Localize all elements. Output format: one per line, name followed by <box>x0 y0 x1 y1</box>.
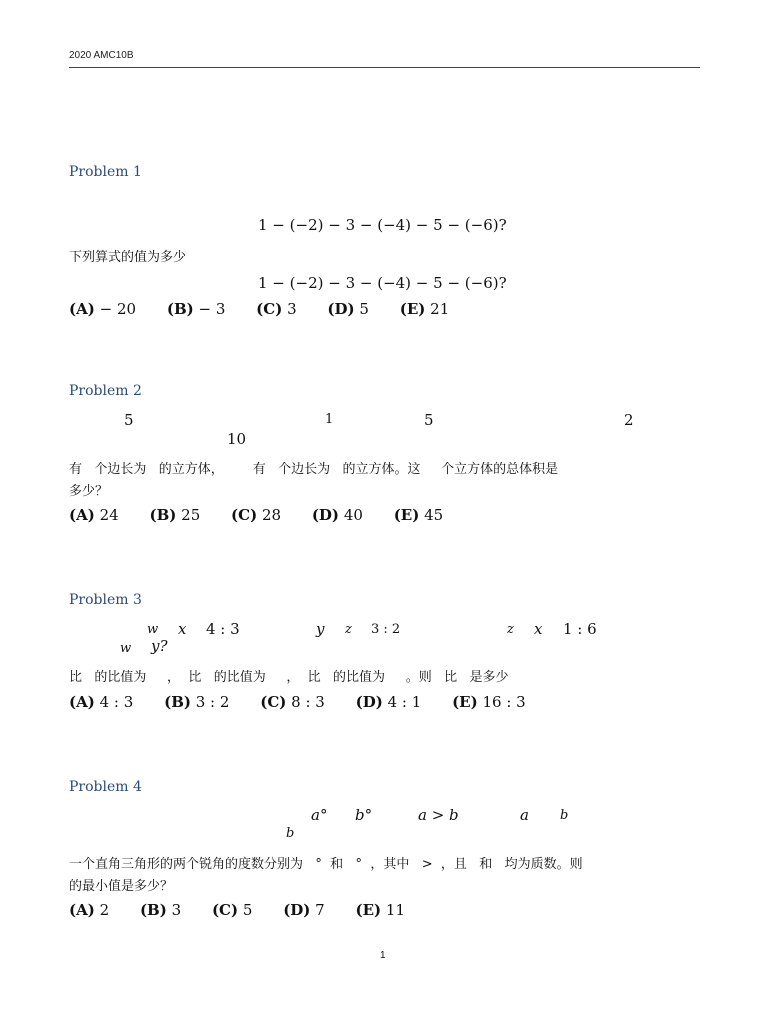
choice-d: (D) 4 : 1 <box>355 693 422 711</box>
choice-a: (A) 2 <box>69 901 110 919</box>
problem-2-text-cn-line2: 多少？ <box>69 484 109 499</box>
problem-4-float-b-deg: b° <box>355 806 373 824</box>
problem-4-text-cn-line1: 一个直角三角形的两个锐角的度数分别为 ° 和 ° ，其中 > ，且 和 均为质数。则 <box>69 857 583 872</box>
choice-b: (B) 25 <box>149 506 201 524</box>
document-header: 2020 AMC10B <box>69 50 134 61</box>
header-rule <box>69 67 700 68</box>
choice-d: (D) 7 <box>283 901 325 919</box>
problem-4-text-cn-line2: 的最小值是多少？ <box>69 879 174 894</box>
problem-3-float-3-2: 3 : 2 <box>371 622 401 637</box>
problem-1-title: Problem 1 <box>69 164 142 180</box>
choice-a: (A) 4 : 3 <box>69 693 134 711</box>
problem-3-float-1-6: 1 : 6 <box>563 620 597 638</box>
problem-4-choices <box>69 901 431 919</box>
choice-a: (A) − 20 <box>69 300 137 318</box>
problem-4-float-b2: b <box>286 826 295 841</box>
choice-e: (E) 11 <box>355 901 406 919</box>
choice-d: (D) 40 <box>311 506 363 524</box>
problem-3-text-cn: 比 的比值为 ， 比 的比值为 ， 比 的比值为 。则 比 是多少 <box>69 670 509 685</box>
choice-e: (E) 16 : 3 <box>452 693 526 711</box>
choice-b: (B) 3 <box>139 901 182 919</box>
choice-d: (D) 5 <box>327 300 369 318</box>
choice-b: (B) − 3 <box>166 300 226 318</box>
problem-3-float-w: w <box>147 622 159 637</box>
problem-2-float-1: 1 <box>325 412 334 427</box>
choice-a: (A) 24 <box>69 506 119 524</box>
problem-4-float-a-gt-b: a > b <box>418 806 459 824</box>
choice-c: (C) 3 <box>256 300 297 318</box>
problem-3-title: Problem 3 <box>69 592 142 608</box>
problem-1-choices <box>69 300 475 318</box>
problem-1-expression: 1 − (−2) − 3 − (−4) − 5 − (−6)? <box>258 216 507 234</box>
problem-3-float-z: z <box>345 622 352 637</box>
choice-e: (E) 45 <box>393 506 444 524</box>
problem-3-float-x: x <box>178 620 187 638</box>
choice-c: (C) 8 : 3 <box>260 693 325 711</box>
problem-3-float-w2: w <box>120 641 132 656</box>
problem-1-expression-cn: 1 − (−2) − 3 − (−4) − 5 − (−6)? <box>258 274 507 292</box>
problem-4-title: Problem 4 <box>69 779 142 795</box>
problem-2-float-10: 10 <box>227 430 247 448</box>
problem-3-float-y: y <box>316 620 325 638</box>
problem-2-text-cn-line1: 有 个边长为 的立方体， 有 个边长为 的立方体。这 个立方体的总体积是 <box>69 462 559 477</box>
problem-2-float-2: 2 <box>624 411 634 429</box>
choice-e: (E) 21 <box>399 300 450 318</box>
page-number: 1 <box>380 950 386 961</box>
problem-2-choices <box>69 506 469 524</box>
problem-2-title: Problem 2 <box>69 383 142 399</box>
problem-4-float-a: a <box>520 806 529 824</box>
problem-2-float-5a: 5 <box>124 411 134 429</box>
problem-3-float-y-question: y? <box>151 637 168 655</box>
problem-1-text-cn: 下列算式的值为多少 <box>69 250 187 265</box>
problem-3-float-z2: z <box>507 622 514 637</box>
problem-4-float-a-deg: a° <box>311 806 328 824</box>
choice-b: (B) 3 : 2 <box>164 693 230 711</box>
problem-3-float-x2: x <box>534 620 543 638</box>
choice-c: (C) 5 <box>211 901 253 919</box>
choice-c: (C) 28 <box>231 506 282 524</box>
problem-3-float-4-3: 4 : 3 <box>206 620 240 638</box>
problem-3-choices <box>69 693 552 711</box>
problem-2-float-5b: 5 <box>424 411 434 429</box>
problem-4-float-b: b <box>560 808 569 823</box>
